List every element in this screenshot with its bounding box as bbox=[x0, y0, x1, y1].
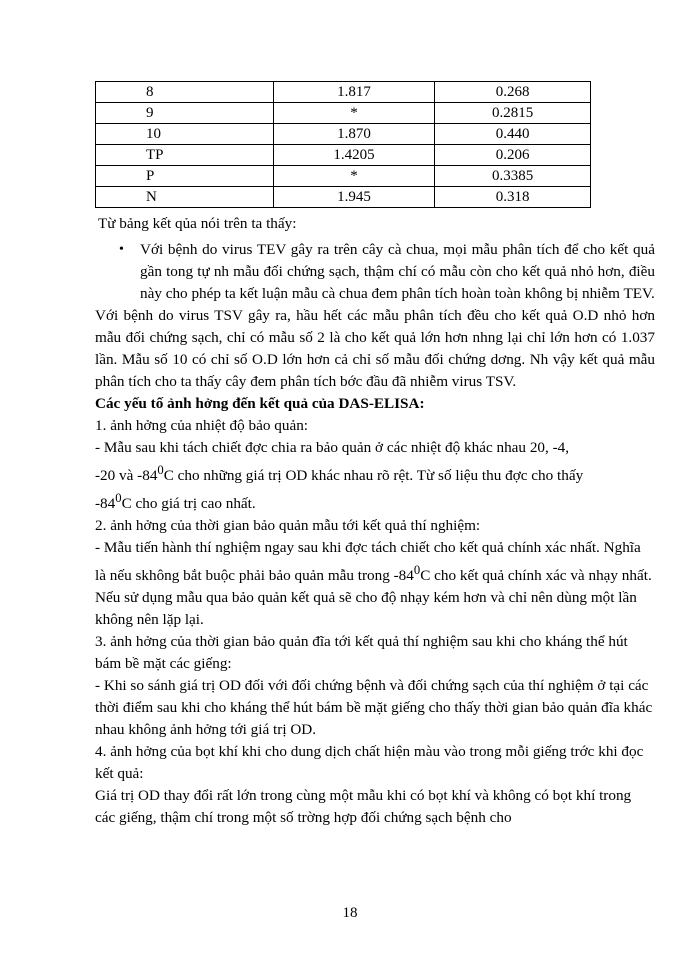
item-1-line-2-a: -20 và -84 bbox=[95, 467, 158, 485]
table-row bbox=[96, 166, 591, 187]
tsv-od-cell: 0.2815 bbox=[435, 103, 591, 124]
table-row bbox=[96, 124, 591, 145]
body-text bbox=[95, 213, 655, 829]
degree-superscript: 0 bbox=[115, 491, 122, 506]
degree-superscript: 0 bbox=[157, 463, 164, 477]
results-table-body bbox=[96, 82, 591, 208]
tev-od-cell: 1.4205 bbox=[273, 145, 435, 166]
table-row bbox=[96, 82, 591, 103]
sample-cell: 8 bbox=[96, 82, 274, 103]
bullet-item-tev bbox=[95, 239, 655, 305]
sample-cell: 9 bbox=[96, 103, 274, 124]
item-3-title: 3. ảnh hởng của thời gian bảo quản đĩa tới kết quả thí nghiệm sau khi cho kháng thể hút bám bề mặt các giếng: bbox=[95, 633, 628, 673]
bullet-text: Với bệnh do virus TEV gây ra trên cây cà chua, mọi mẫu phân tích để cho kết quả gần tong tự nh mẫu đối chứng sạch, thậm chí có mẫu còn cho kết quả nhỏ hơn, điều này cho phép ta kết luận mẫu cà chua đem phân tích hoàn toàn không bị nhiễm TEV. bbox=[140, 241, 655, 302]
item-2-title: 2. ảnh hởng của thời gian bảo quản mẫu tới kết quả thí nghiệm: bbox=[95, 517, 481, 535]
item-1-line-3 bbox=[95, 487, 655, 515]
sample-cell: P bbox=[96, 166, 274, 187]
tsv-od-cell: 0.3385 bbox=[435, 166, 591, 187]
table-row bbox=[96, 145, 591, 166]
tev-od-cell: 1.817 bbox=[273, 82, 435, 103]
sample-cell: N bbox=[96, 187, 274, 208]
tev-od-cell: 1.945 bbox=[273, 187, 435, 208]
item-1-title: 1. ảnh hởng của nhiệt độ bảo quản: bbox=[95, 417, 309, 434]
table-row bbox=[96, 187, 591, 208]
degree-superscript: 0 bbox=[413, 563, 421, 578]
table-row bbox=[96, 103, 591, 124]
bullet-icon: • bbox=[119, 242, 124, 257]
results-table bbox=[95, 81, 591, 208]
intro-line: Từ bảng kết qủa nói trên ta thấy: bbox=[98, 215, 297, 232]
sample-cell: 10 bbox=[96, 124, 274, 145]
tsv-od-cell: 0.318 bbox=[435, 187, 591, 208]
item-1-line-3-b: C cho giá trị cao nhất. bbox=[121, 495, 256, 513]
tsv-od-cell: 0.268 bbox=[435, 82, 591, 103]
item-1-line-2 bbox=[95, 459, 655, 487]
paragraph-tsv: Với bệnh do virus TSV gây ra, hầu hết các mẫu phân tích đều cho kết quả O.D nhỏ hơn mẫu đối chứng sạch, chỉ có mẫu số 2 là cho kết quả lớn hơn nhng lại chỉ lớn hơn có 1.037 lần. Mẫu số 10 có chỉ số O.D lớn hơn cả chỉ số mẫu đối chứng dơng. Nh vậy kết quả mẫu phân tích cho ta thấy cây đem phân tích bớc đầu đã nhiễm virus TSV. bbox=[95, 307, 655, 390]
section-heading: Các yếu tố ảnh hởng đến kết quả của DAS-ELISA: bbox=[95, 395, 425, 412]
item-4-body: Giá trị OD thay đổi rất lớn trong cùng một mẫu khi có bọt khí và không có bọt khí trong các giếng, thậm chí trong một số trờng hợp đối chứng sạch bệnh cho bbox=[95, 787, 632, 827]
item-4-title: 4. ảnh hởng của bọt khí khi cho dung dịch chất hiện màu vào trong mỗi giếng trớc khi đọc kết quả: bbox=[95, 743, 644, 783]
tsv-od-cell: 0.440 bbox=[435, 124, 591, 145]
tev-od-cell: 1.870 bbox=[273, 124, 435, 145]
item-2-body-a: - Mẫu tiến hành thí nghiệm ngay sau khi đợc tách chiết cho kết quả chính xác nhất. Nghĩa là nếu skhông bắt buộc phải bảo quản mẫu trong -84 bbox=[95, 539, 641, 585]
item-1-line-1: - Mẫu sau khi tách chiết đợc chia ra bảo quản ở các nhiệt độ khác nhau 20, -4, bbox=[95, 439, 570, 456]
sample-cell: TP bbox=[96, 145, 274, 166]
tev-od-cell: * bbox=[273, 103, 435, 124]
item-3-body: - Khi so sánh giá trị OD đối với đối chứng bệnh và đối chứng sạch của thí nghiệm ở tại các thời điểm sau khi cho kháng thể hút bám bề mặt giếng cho thấy thời gian bảo quản đĩa khác nhau không ảnh hởng tới giá trị OD. bbox=[95, 677, 653, 739]
page-number: 18 bbox=[342, 905, 358, 921]
tev-od-cell: * bbox=[273, 166, 435, 187]
item-1-line-3-a: -84 bbox=[95, 495, 116, 513]
item-1-line-2-b: C cho những giá trị OD khác nhau rõ rệt. Từ số liệu thu đợc cho thấy bbox=[163, 467, 584, 485]
tsv-od-cell: 0.206 bbox=[435, 145, 591, 166]
item-2-body-b: C cho kết quả chính xác và nhạy nhất. Nếu sử dụng mẫu qua bảo quản kết quả sẽ cho độ nhạy kém hơn và chỉ nên dùng một lần không nên lặp lại. bbox=[95, 567, 652, 629]
item-2-body bbox=[95, 537, 655, 631]
